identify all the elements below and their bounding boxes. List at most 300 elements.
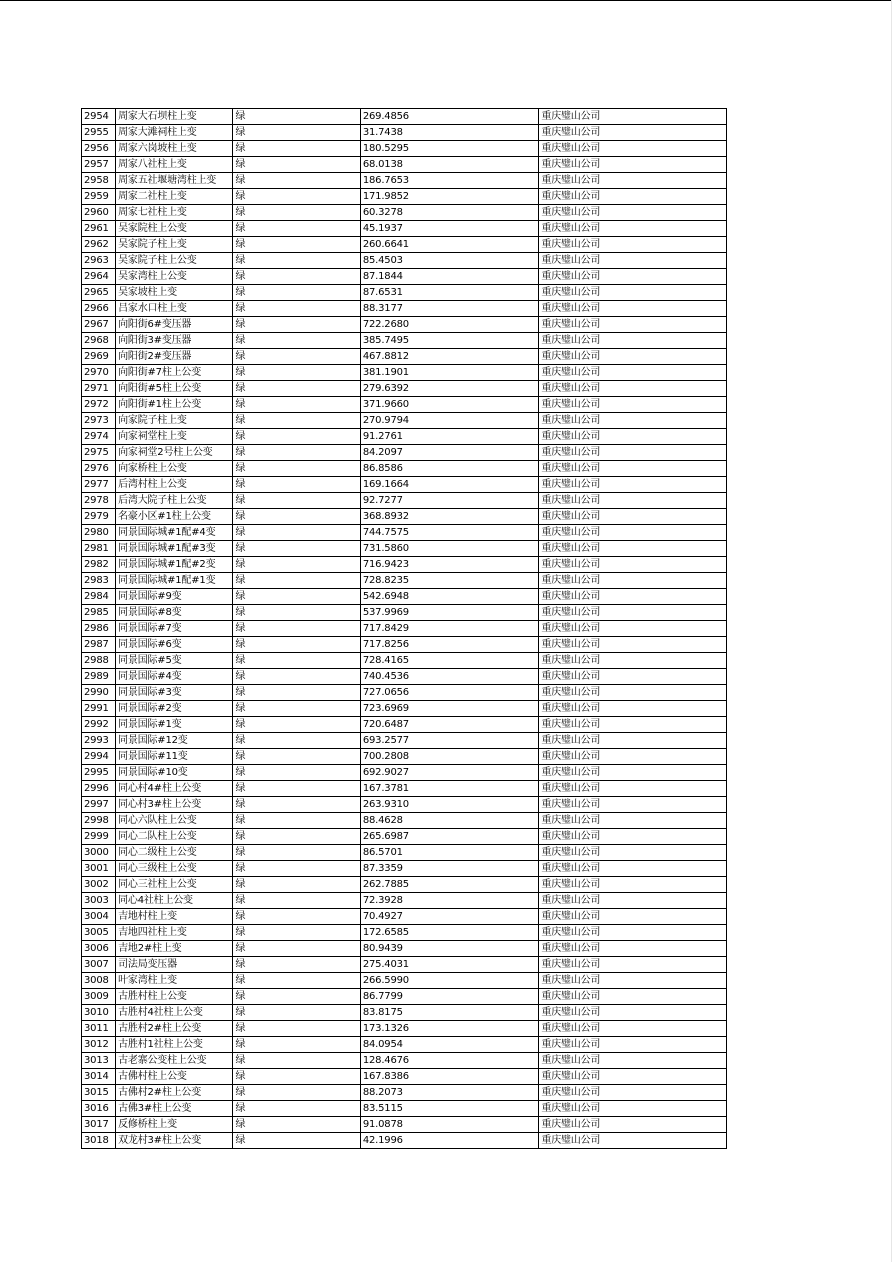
cell-name: 后湾大院子柱上公变: [116, 493, 233, 509]
cell-name: 周家大滩祠柱上变: [116, 125, 233, 141]
table-row: [82, 477, 727, 493]
cell-value: 722.2680: [360, 317, 539, 333]
cell-company: 重庆璧山公司: [539, 125, 727, 141]
cell-name: 后湾村柱上公变: [116, 477, 233, 493]
table-row: [82, 749, 727, 765]
cell-company: 重庆璧山公司: [539, 717, 727, 733]
cell-color: 绿: [233, 461, 360, 477]
cell-color: 绿: [233, 1069, 360, 1085]
cell-company: 重庆璧山公司: [539, 285, 727, 301]
table-row: [82, 957, 727, 973]
cell-name: 同景国际#5变: [116, 653, 233, 669]
cell-id: 3004: [82, 909, 116, 925]
cell-color: 绿: [233, 317, 360, 333]
cell-color: 绿: [233, 381, 360, 397]
cell-company: 重庆璧山公司: [539, 317, 727, 333]
table-row: [82, 797, 727, 813]
table-row: [82, 765, 727, 781]
cell-name: 古老寨公变柱上公变: [116, 1053, 233, 1069]
cell-id: 2957: [82, 157, 116, 173]
cell-id: 2997: [82, 797, 116, 813]
cell-company: 重庆璧山公司: [539, 381, 727, 397]
table-row: [82, 733, 727, 749]
cell-id: 2965: [82, 285, 116, 301]
cell-name: 同景国际#9变: [116, 589, 233, 605]
cell-company: 重庆璧山公司: [539, 1085, 727, 1101]
cell-value: 84.0954: [360, 1037, 539, 1053]
cell-value: 180.5295: [360, 141, 539, 157]
cell-color: 绿: [233, 1085, 360, 1101]
cell-color: 绿: [233, 749, 360, 765]
table-row: [82, 925, 727, 941]
cell-value: 87.6531: [360, 285, 539, 301]
cell-color: 绿: [233, 397, 360, 413]
cell-name: 向家桥柱上公变: [116, 461, 233, 477]
cell-name: 反修桥柱上变: [116, 1117, 233, 1133]
cell-color: 绿: [233, 109, 360, 125]
cell-id: 2996: [82, 781, 116, 797]
cell-color: 绿: [233, 541, 360, 557]
cell-value: 717.8429: [360, 621, 539, 637]
cell-id: 3013: [82, 1053, 116, 1069]
cell-value: 381.1901: [360, 365, 539, 381]
cell-id: 3017: [82, 1117, 116, 1133]
cell-value: 693.2577: [360, 733, 539, 749]
cell-color: 绿: [233, 573, 360, 589]
cell-id: 2995: [82, 765, 116, 781]
cell-name: 周家七社柱上变: [116, 205, 233, 221]
cell-name: 双龙村3#柱上公变: [116, 1133, 233, 1149]
cell-name: 同心二队柱上公变: [116, 829, 233, 845]
cell-id: 2969: [82, 349, 116, 365]
cell-id: 2963: [82, 253, 116, 269]
cell-value: 88.3177: [360, 301, 539, 317]
table-row: [82, 1053, 727, 1069]
table-row: [82, 413, 727, 429]
cell-name: 吉地村柱上变: [116, 909, 233, 925]
cell-company: 重庆璧山公司: [539, 605, 727, 621]
table-row: [82, 1117, 727, 1133]
table-row: [82, 237, 727, 253]
cell-name: 古佛3#柱上公变: [116, 1101, 233, 1117]
cell-name: 司法局变压器: [116, 957, 233, 973]
cell-value: 68.0138: [360, 157, 539, 173]
cell-name: 同景国际城#1配#2变: [116, 557, 233, 573]
cell-company: 重庆璧山公司: [539, 989, 727, 1005]
cell-company: 重庆璧山公司: [539, 893, 727, 909]
cell-value: 275.4031: [360, 957, 539, 973]
cell-color: 绿: [233, 557, 360, 573]
table-row: [82, 221, 727, 237]
cell-color: 绿: [233, 269, 360, 285]
cell-company: 重庆璧山公司: [539, 461, 727, 477]
cell-value: 727.0656: [360, 685, 539, 701]
cell-company: 重庆璧山公司: [539, 637, 727, 653]
cell-color: 绿: [233, 589, 360, 605]
table-row: [82, 141, 727, 157]
cell-color: 绿: [233, 477, 360, 493]
cell-id: 3008: [82, 973, 116, 989]
cell-color: 绿: [233, 861, 360, 877]
cell-color: 绿: [233, 957, 360, 973]
cell-name: 吕家水口柱上变: [116, 301, 233, 317]
table-row: [82, 253, 727, 269]
cell-value: 368.8932: [360, 509, 539, 525]
table-body: [82, 109, 727, 1149]
table-row: [82, 461, 727, 477]
cell-company: 重庆璧山公司: [539, 621, 727, 637]
cell-name: 向阳街3#变压器: [116, 333, 233, 349]
cell-name: 周家二社柱上变: [116, 189, 233, 205]
cell-company: 重庆璧山公司: [539, 493, 727, 509]
cell-company: 重庆璧山公司: [539, 301, 727, 317]
cell-id: 3009: [82, 989, 116, 1005]
cell-company: 重庆璧山公司: [539, 733, 727, 749]
cell-name: 同景国际城#1配#3变: [116, 541, 233, 557]
table-row: [82, 669, 727, 685]
table-row: [82, 989, 727, 1005]
cell-company: 重庆璧山公司: [539, 1021, 727, 1037]
table-row: [82, 829, 727, 845]
cell-name: 吉地四社柱上变: [116, 925, 233, 941]
data-table: [81, 108, 727, 1149]
cell-color: 绿: [233, 1117, 360, 1133]
cell-id: 3011: [82, 1021, 116, 1037]
table-row: [82, 1021, 727, 1037]
table-row: [82, 861, 727, 877]
cell-id: 2977: [82, 477, 116, 493]
cell-value: 83.5115: [360, 1101, 539, 1117]
cell-name: 叶家湾柱上变: [116, 973, 233, 989]
cell-name: 古胜村4社柱上公变: [116, 1005, 233, 1021]
cell-id: 3012: [82, 1037, 116, 1053]
cell-company: 重庆璧山公司: [539, 173, 727, 189]
cell-value: 169.1664: [360, 477, 539, 493]
cell-id: 3007: [82, 957, 116, 973]
cell-color: 绿: [233, 733, 360, 749]
cell-id: 2961: [82, 221, 116, 237]
cell-company: 重庆璧山公司: [539, 109, 727, 125]
cell-name: 古胜村1社柱上公变: [116, 1037, 233, 1053]
table-row: [82, 509, 727, 525]
table-row: [82, 637, 727, 653]
cell-id: 3015: [82, 1085, 116, 1101]
cell-id: 2984: [82, 589, 116, 605]
table-row: [82, 333, 727, 349]
cell-company: 重庆璧山公司: [539, 941, 727, 957]
cell-value: 279.6392: [360, 381, 539, 397]
cell-name: 同景国际城#1配#1变: [116, 573, 233, 589]
table-row: [82, 365, 727, 381]
cell-value: 167.3781: [360, 781, 539, 797]
table-row: [82, 877, 727, 893]
table-row: [82, 893, 727, 909]
cell-value: 265.6987: [360, 829, 539, 845]
table-row: [82, 701, 727, 717]
cell-company: 重庆璧山公司: [539, 349, 727, 365]
table-row: [82, 973, 727, 989]
cell-id: 2954: [82, 109, 116, 125]
table-row: [82, 429, 727, 445]
cell-name: 向家祠堂2号柱上公变: [116, 445, 233, 461]
cell-value: 86.8586: [360, 461, 539, 477]
cell-value: 728.8235: [360, 573, 539, 589]
cell-color: 绿: [233, 653, 360, 669]
cell-color: 绿: [233, 253, 360, 269]
cell-name: 向家院子柱上变: [116, 413, 233, 429]
cell-name: 向家祠堂柱上变: [116, 429, 233, 445]
cell-id: 2987: [82, 637, 116, 653]
cell-company: 重庆璧山公司: [539, 525, 727, 541]
cell-id: 3000: [82, 845, 116, 861]
cell-value: 720.6487: [360, 717, 539, 733]
cell-value: 692.9027: [360, 765, 539, 781]
cell-id: 2981: [82, 541, 116, 557]
cell-color: 绿: [233, 301, 360, 317]
cell-value: 83.8175: [360, 1005, 539, 1021]
cell-value: 717.8256: [360, 637, 539, 653]
cell-value: 260.6641: [360, 237, 539, 253]
cell-id: 2994: [82, 749, 116, 765]
cell-name: 同景国际#8变: [116, 605, 233, 621]
cell-company: 重庆璧山公司: [539, 781, 727, 797]
table-row: [82, 125, 727, 141]
cell-value: 263.9310: [360, 797, 539, 813]
cell-company: 重庆璧山公司: [539, 205, 727, 221]
cell-name: 古佛村2#柱上公变: [116, 1085, 233, 1101]
cell-company: 重庆璧山公司: [539, 925, 727, 941]
cell-name: 同景国际城#1配#4变: [116, 525, 233, 541]
cell-company: 重庆璧山公司: [539, 861, 727, 877]
cell-value: 716.9423: [360, 557, 539, 573]
cell-value: 172.6585: [360, 925, 539, 941]
cell-color: 绿: [233, 989, 360, 1005]
table-row: [82, 717, 727, 733]
cell-value: 728.4165: [360, 653, 539, 669]
cell-value: 467.8812: [360, 349, 539, 365]
cell-id: 3016: [82, 1101, 116, 1117]
cell-company: 重庆璧山公司: [539, 413, 727, 429]
cell-company: 重庆璧山公司: [539, 157, 727, 173]
cell-name: 同景国际#12变: [116, 733, 233, 749]
cell-name: 向阳街#1柱上公变: [116, 397, 233, 413]
cell-color: 绿: [233, 413, 360, 429]
cell-company: 重庆璧山公司: [539, 685, 727, 701]
cell-value: 537.9969: [360, 605, 539, 621]
table-row: [82, 557, 727, 573]
table-row: [82, 157, 727, 173]
cell-id: 2974: [82, 429, 116, 445]
table-row: [82, 397, 727, 413]
cell-color: 绿: [233, 893, 360, 909]
table-row: [82, 285, 727, 301]
cell-color: 绿: [233, 797, 360, 813]
cell-name: 同心三级柱上公变: [116, 861, 233, 877]
table-row: [82, 493, 727, 509]
cell-value: 91.2761: [360, 429, 539, 445]
cell-company: 重庆璧山公司: [539, 957, 727, 973]
cell-name: 古佛村柱上公变: [116, 1069, 233, 1085]
cell-name: 周家六岗坡柱上变: [116, 141, 233, 157]
cell-name: 向阳街6#变压器: [116, 317, 233, 333]
cell-color: 绿: [233, 973, 360, 989]
cell-color: 绿: [233, 125, 360, 141]
cell-id: 2978: [82, 493, 116, 509]
cell-company: 重庆璧山公司: [539, 1101, 727, 1117]
cell-value: 86.7799: [360, 989, 539, 1005]
cell-name: 同景国际#7变: [116, 621, 233, 637]
cell-color: 绿: [233, 1037, 360, 1053]
cell-value: 173.1326: [360, 1021, 539, 1037]
cell-company: 重庆璧山公司: [539, 1037, 727, 1053]
cell-id: 2983: [82, 573, 116, 589]
cell-company: 重庆璧山公司: [539, 653, 727, 669]
cell-company: 重庆璧山公司: [539, 237, 727, 253]
table-row: [82, 1005, 727, 1021]
cell-company: 重庆璧山公司: [539, 445, 727, 461]
cell-color: 绿: [233, 621, 360, 637]
cell-value: 70.4927: [360, 909, 539, 925]
cell-value: 266.5990: [360, 973, 539, 989]
table-row: [82, 381, 727, 397]
cell-value: 85.4503: [360, 253, 539, 269]
cell-company: 重庆璧山公司: [539, 397, 727, 413]
cell-value: 385.7495: [360, 333, 539, 349]
cell-value: 45.1937: [360, 221, 539, 237]
table-row: [82, 1133, 727, 1149]
cell-value: 80.9439: [360, 941, 539, 957]
table-row: [82, 573, 727, 589]
cell-id: 3003: [82, 893, 116, 909]
table-row: [82, 541, 727, 557]
cell-id: 2960: [82, 205, 116, 221]
table-row: [82, 525, 727, 541]
cell-color: 绿: [233, 1021, 360, 1037]
cell-name: 周家八社柱上变: [116, 157, 233, 173]
cell-name: 同心4社柱上公变: [116, 893, 233, 909]
cell-color: 绿: [233, 189, 360, 205]
cell-value: 31.7438: [360, 125, 539, 141]
cell-value: 72.3928: [360, 893, 539, 909]
cell-name: 吴家院柱上公变: [116, 221, 233, 237]
cell-value: 262.7885: [360, 877, 539, 893]
table-row: [82, 1101, 727, 1117]
cell-color: 绿: [233, 157, 360, 173]
table-row: [82, 1037, 727, 1053]
cell-value: 42.1996: [360, 1133, 539, 1149]
table-row: [82, 1069, 727, 1085]
cell-id: 2973: [82, 413, 116, 429]
cell-name: 吴家坡柱上变: [116, 285, 233, 301]
cell-id: 2966: [82, 301, 116, 317]
cell-value: 171.9852: [360, 189, 539, 205]
cell-name: 同景国际#4变: [116, 669, 233, 685]
cell-id: 3010: [82, 1005, 116, 1021]
cell-id: 2962: [82, 237, 116, 253]
cell-color: 绿: [233, 173, 360, 189]
cell-id: 2988: [82, 653, 116, 669]
cell-color: 绿: [233, 349, 360, 365]
cell-value: 60.3278: [360, 205, 539, 221]
cell-company: 重庆璧山公司: [539, 589, 727, 605]
cell-value: 87.1844: [360, 269, 539, 285]
cell-company: 重庆璧山公司: [539, 541, 727, 557]
cell-id: 2980: [82, 525, 116, 541]
cell-company: 重庆璧山公司: [539, 797, 727, 813]
cell-color: 绿: [233, 1053, 360, 1069]
cell-id: 2964: [82, 269, 116, 285]
cell-id: 2990: [82, 685, 116, 701]
cell-value: 731.5860: [360, 541, 539, 557]
cell-color: 绿: [233, 637, 360, 653]
cell-name: 吴家湾柱上公变: [116, 269, 233, 285]
cell-company: 重庆璧山公司: [539, 749, 727, 765]
cell-company: 重庆璧山公司: [539, 765, 727, 781]
cell-company: 重庆璧山公司: [539, 1005, 727, 1021]
cell-company: 重庆璧山公司: [539, 877, 727, 893]
cell-company: 重庆璧山公司: [539, 1069, 727, 1085]
cell-company: 重庆璧山公司: [539, 189, 727, 205]
cell-name: 同景国际#6变: [116, 637, 233, 653]
cell-color: 绿: [233, 221, 360, 237]
cell-color: 绿: [233, 829, 360, 845]
cell-id: 2967: [82, 317, 116, 333]
cell-color: 绿: [233, 765, 360, 781]
table-row: [82, 445, 727, 461]
cell-id: 3002: [82, 877, 116, 893]
cell-name: 同心二级柱上公变: [116, 845, 233, 861]
cell-value: 269.4856: [360, 109, 539, 125]
cell-value: 723.6969: [360, 701, 539, 717]
cell-id: 2999: [82, 829, 116, 845]
cell-color: 绿: [233, 717, 360, 733]
table-row: [82, 909, 727, 925]
cell-company: 重庆璧山公司: [539, 221, 727, 237]
cell-company: 重庆璧山公司: [539, 1117, 727, 1133]
cell-company: 重庆璧山公司: [539, 573, 727, 589]
cell-id: 2975: [82, 445, 116, 461]
cell-name: 同心村3#柱上公变: [116, 797, 233, 813]
cell-name: 名豪小区#1柱上公变: [116, 509, 233, 525]
cell-id: 2970: [82, 365, 116, 381]
cell-id: 2971: [82, 381, 116, 397]
cell-value: 700.2808: [360, 749, 539, 765]
cell-id: 2992: [82, 717, 116, 733]
cell-id: 2998: [82, 813, 116, 829]
cell-company: 重庆璧山公司: [539, 141, 727, 157]
cell-value: 371.9660: [360, 397, 539, 413]
table-row: [82, 1085, 727, 1101]
cell-color: 绿: [233, 333, 360, 349]
cell-id: 2979: [82, 509, 116, 525]
cell-company: 重庆璧山公司: [539, 1133, 727, 1149]
cell-color: 绿: [233, 285, 360, 301]
table-row: [82, 109, 727, 125]
cell-name: 同心三社柱上公变: [116, 877, 233, 893]
cell-color: 绿: [233, 365, 360, 381]
cell-value: 91.0878: [360, 1117, 539, 1133]
cell-id: 2985: [82, 605, 116, 621]
cell-company: 重庆璧山公司: [539, 701, 727, 717]
cell-id: 3005: [82, 925, 116, 941]
cell-color: 绿: [233, 141, 360, 157]
cell-color: 绿: [233, 925, 360, 941]
cell-id: 2968: [82, 333, 116, 349]
cell-company: 重庆璧山公司: [539, 845, 727, 861]
cell-value: 186.7653: [360, 173, 539, 189]
cell-color: 绿: [233, 525, 360, 541]
table-row: [82, 301, 727, 317]
